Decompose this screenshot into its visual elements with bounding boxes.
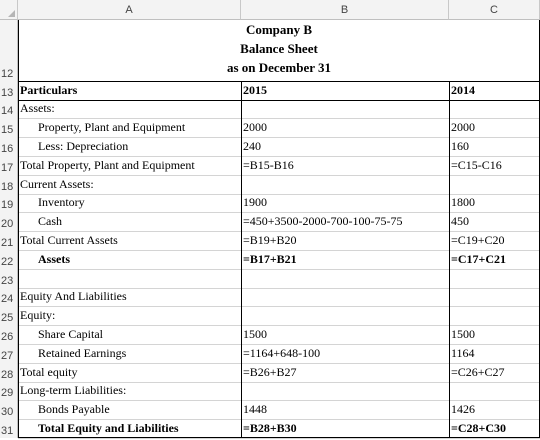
- row-header[interactable]: 19: [0, 194, 18, 213]
- cell-a-25[interactable]: Equity:: [20, 308, 56, 323]
- cell-b-15[interactable]: 2000: [243, 120, 267, 135]
- cell-b-12[interactable]: [241, 62, 449, 81]
- cell-b-16[interactable]: 240: [243, 139, 261, 154]
- cell-c-31[interactable]: =C28+C30: [451, 421, 507, 436]
- cell-b-30[interactable]: 1448: [243, 402, 267, 417]
- row-header[interactable]: 18: [0, 175, 18, 194]
- cell-a-28[interactable]: Total equity: [20, 364, 78, 379]
- row-header[interactable]: 26: [0, 325, 18, 344]
- row-header[interactable]: 24: [0, 288, 18, 307]
- row-header[interactable]: 27: [0, 344, 18, 363]
- row-gridline: [18, 438, 540, 439]
- cell-b-27[interactable]: =1164+648-100: [243, 345, 321, 360]
- row-header[interactable]: 30: [0, 400, 18, 419]
- cell-c-13[interactable]: 2014: [451, 82, 475, 97]
- title-border-left: [18, 20, 19, 81]
- cell-b-26[interactable]: 1500: [243, 327, 267, 342]
- cell-a-26[interactable]: Share Capital: [38, 327, 103, 342]
- cell-c-28[interactable]: =C26+C27: [451, 364, 505, 379]
- row-header[interactable]: 15: [0, 118, 18, 137]
- column-header-row: [0, 0, 540, 20]
- cell-a-16[interactable]: Less: Depreciation: [38, 139, 129, 154]
- table-border-vertical: [241, 81, 242, 438]
- select-all-corner[interactable]: [0, 0, 18, 20]
- cell-b-21[interactable]: =B19+B20: [243, 233, 297, 248]
- row-header[interactable]: 31: [0, 419, 18, 438]
- cell-c-23[interactable]: [449, 269, 540, 288]
- row-header[interactable]: 14: [0, 100, 18, 119]
- cell-b-19[interactable]: 1900: [243, 195, 267, 210]
- cell-a-23[interactable]: [18, 269, 241, 288]
- cell-a-13[interactable]: Particulars: [20, 82, 78, 97]
- cell-a-21[interactable]: Total Current Assets: [20, 233, 118, 248]
- row-header[interactable]: 21: [0, 231, 18, 250]
- cell-c-20[interactable]: 450: [451, 214, 469, 229]
- table-header-underline: [18, 100, 540, 101]
- cell-a-22[interactable]: Assets: [38, 251, 70, 266]
- cell-b-18[interactable]: [241, 175, 449, 194]
- cell-b-22[interactable]: =B17+B21: [243, 251, 297, 266]
- row-header[interactable]: 13: [0, 81, 18, 100]
- row-header[interactable]: 25: [0, 306, 18, 325]
- cell-b-23[interactable]: [241, 269, 449, 288]
- column-header-c[interactable]: C: [449, 0, 540, 20]
- table-border-vertical: [449, 81, 450, 438]
- cell-c-18[interactable]: [449, 175, 540, 194]
- cell-c-17[interactable]: =C15-C16: [451, 157, 502, 172]
- cell-c-15[interactable]: 2000: [451, 120, 475, 135]
- cell-b-14[interactable]: [241, 100, 449, 119]
- cell-c-25[interactable]: [449, 306, 540, 325]
- table-border-bottom: [18, 437, 540, 438]
- table-border-vertical: [18, 81, 19, 438]
- sheet-title-statement[interactable]: Balance Sheet: [240, 41, 318, 56]
- cell-c-19[interactable]: 1800: [451, 195, 475, 210]
- cell-c-21[interactable]: =C19+C20: [451, 233, 505, 248]
- cell-b-31[interactable]: =B28+B30: [243, 421, 297, 436]
- row-header-title: [0, 20, 18, 62]
- cell-a-19[interactable]: Inventory: [38, 195, 85, 210]
- cell-c-24[interactable]: [449, 288, 540, 307]
- cell-b-13[interactable]: 2015: [243, 82, 267, 97]
- cell-a-30[interactable]: Bonds Payable: [38, 402, 110, 417]
- cell-a-15[interactable]: Property, Plant and Equipment: [38, 120, 186, 135]
- cell-b-20[interactable]: =450+3500-2000-700-100-75-75: [243, 214, 403, 229]
- cell-c-16[interactable]: 160: [451, 139, 469, 154]
- row-header[interactable]: 28: [0, 363, 18, 382]
- select-all-icon: [8, 10, 15, 17]
- cell-a-24[interactable]: Equity And Liabilities: [20, 289, 127, 304]
- cell-a-31[interactable]: Total Equity and Liabilities: [38, 421, 179, 436]
- cell-a-12[interactable]: [18, 62, 241, 81]
- cell-b-24[interactable]: [241, 288, 449, 307]
- cell-a-20[interactable]: Cash: [38, 214, 62, 229]
- cell-b-29[interactable]: [241, 382, 449, 401]
- row-header[interactable]: 22: [0, 250, 18, 269]
- cell-b-25[interactable]: [241, 306, 449, 325]
- sheet-title-date[interactable]: as on December 31: [226, 60, 332, 75]
- row-header[interactable]: 29: [0, 382, 18, 401]
- cell-c-30[interactable]: 1426: [451, 402, 475, 417]
- row-header[interactable]: 16: [0, 137, 18, 156]
- row-header[interactable]: 23: [0, 269, 18, 288]
- cell-a-17[interactable]: Total Property, Plant and Equipment: [20, 157, 195, 172]
- cell-c-29[interactable]: [449, 382, 540, 401]
- cell-c-14[interactable]: [449, 100, 540, 119]
- row-header[interactable]: 12: [0, 62, 18, 81]
- row-header[interactable]: 20: [0, 212, 18, 231]
- cell-c-22[interactable]: =C17+C21: [451, 251, 507, 266]
- cell-c-27[interactable]: 1164: [451, 345, 475, 360]
- cell-c-12[interactable]: [449, 62, 540, 81]
- cell-b-28[interactable]: =B26+B27: [243, 364, 297, 379]
- row-header[interactable]: 17: [0, 156, 18, 175]
- cell-a-29[interactable]: Long-term Liabilities:: [20, 383, 127, 398]
- column-header-b[interactable]: B: [241, 0, 449, 20]
- cell-a-27[interactable]: Retained Earnings: [38, 345, 127, 360]
- sheet-title-company[interactable]: Company B: [245, 22, 313, 37]
- cell-a-18[interactable]: Current Assets:: [20, 176, 94, 191]
- table-border-top: [18, 81, 540, 82]
- cell-a-14[interactable]: Assets:: [20, 101, 55, 116]
- cell-b-17[interactable]: =B15-B16: [243, 157, 294, 172]
- column-header-a[interactable]: A: [18, 0, 241, 20]
- cell-c-26[interactable]: 1500: [451, 327, 475, 342]
